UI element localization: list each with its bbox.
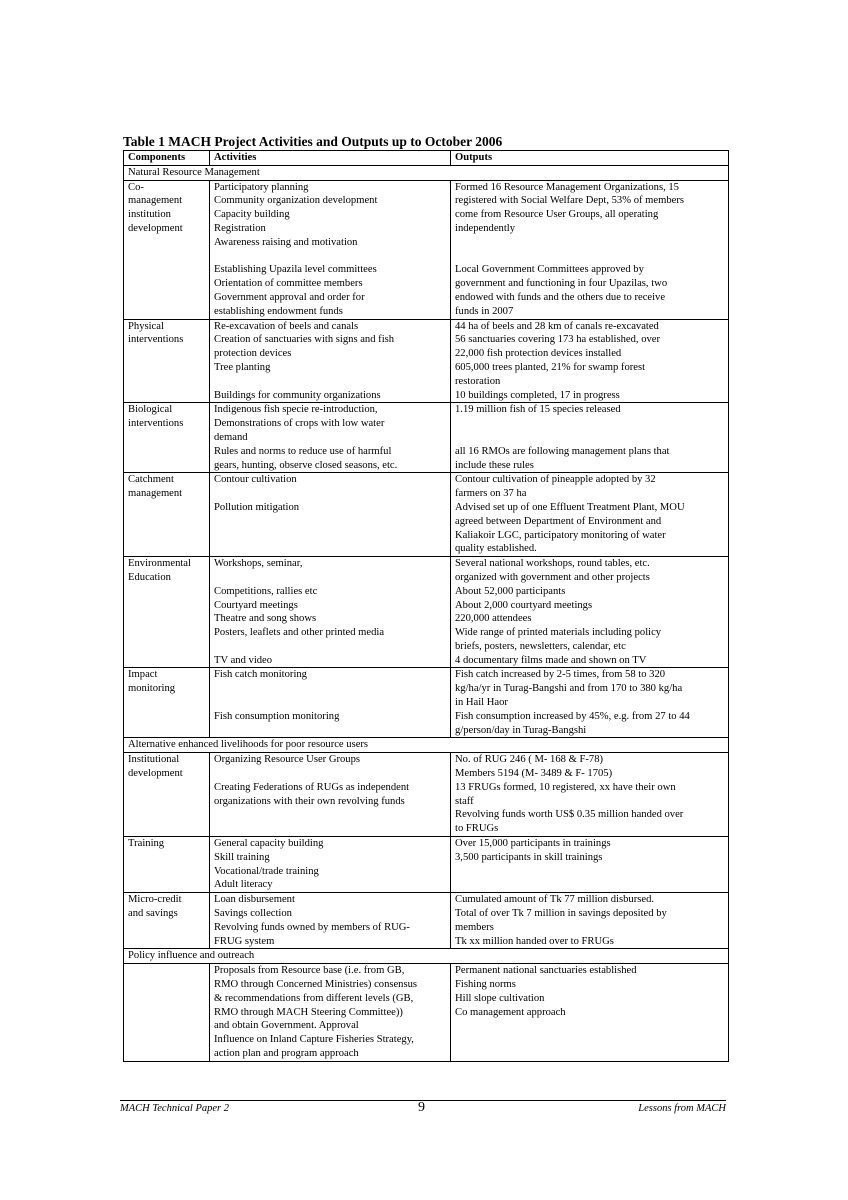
cell-line: Formed 16 Resource Management Organizations, 15 — [455, 181, 679, 193]
cell-line: Savings collection — [214, 908, 292, 920]
cell-line — [214, 487, 446, 501]
cell-line: funds in 2007 — [455, 305, 514, 317]
cell-line: RMO through Concerned Ministries) consensus — [214, 979, 418, 991]
cell-line: & recommendations from different levels (GB, — [214, 992, 414, 1004]
cell-line — [455, 1033, 724, 1047]
cell-line: organizations with their own revolving funds — [214, 795, 405, 807]
cell-line: Proposals from Resource base (i.e. from GB, — [214, 965, 405, 977]
cell-line: Micro-credit — [128, 894, 182, 906]
cell-line: Over 15,000 participants in trainings — [455, 838, 611, 850]
section-title: Policy influence and outreach — [124, 949, 729, 964]
cell-line — [455, 865, 724, 879]
cell-line: FRUG system — [214, 935, 275, 947]
cell-line — [214, 696, 446, 710]
cell-line: establishing endowment funds — [214, 305, 343, 317]
cell-line: 56 sanctuaries covering 173 ha established, over — [455, 334, 661, 346]
cell-line: Total of over Tk 7 million in savings deposited by — [455, 908, 667, 920]
table-row — [124, 180, 729, 319]
cell-line — [214, 542, 446, 556]
header-components: Components — [124, 151, 210, 166]
cell-line: Re-excavation of beels and canals — [214, 320, 359, 332]
cell-line: Tk xx million handed over to FRUGs — [455, 935, 614, 947]
cell-line: 1.19 million fish of 15 species released — [455, 404, 621, 416]
activities-cell — [210, 473, 451, 557]
cell-line: and savings — [128, 908, 178, 920]
cell-line: Organizing Resource User Groups — [214, 754, 361, 766]
cell-line: Cumulated amount of Tk 77 million disbursed. — [455, 894, 655, 906]
outputs-cell — [451, 319, 729, 403]
header-activities: Activities — [210, 151, 451, 166]
cell-line: Training — [128, 838, 165, 850]
cell-line: Skill training — [214, 851, 270, 863]
section-title: Natural Resource Management — [124, 165, 729, 180]
cell-line: Fish catch monitoring — [214, 669, 307, 681]
cell-line: 22,000 fish protection devices installed — [455, 348, 622, 360]
cell-line: Orientation of committee members — [214, 278, 363, 290]
cell-line — [455, 250, 724, 264]
cell-line: 220,000 attendees — [455, 613, 532, 625]
cell-line: gears, hunting, observe closed seasons, etc. — [214, 459, 398, 471]
cell-line: quality established. — [455, 543, 537, 555]
section-row — [124, 738, 729, 753]
cell-line: Vocational/trade training — [214, 865, 319, 877]
cell-line: development — [128, 222, 183, 234]
outputs-cell — [451, 893, 729, 949]
cell-line: Permanent national sanctuaries established — [455, 965, 637, 977]
cell-line: endowed with funds and the others due to receive — [455, 291, 666, 303]
cell-line: Co- — [128, 181, 144, 193]
cell-line — [214, 515, 446, 529]
cell-line: demand — [214, 431, 248, 443]
section-title: Alternative enhanced livelihoods for poor resource users — [124, 738, 729, 753]
activities-outputs-table — [123, 150, 729, 1062]
activities-cell — [210, 180, 451, 319]
cell-line: farmers on 37 ha — [455, 488, 527, 500]
cell-line: Institutional — [128, 754, 180, 766]
table-row — [124, 964, 729, 1062]
cell-line: independently — [455, 222, 516, 234]
cell-line — [455, 1019, 724, 1033]
cell-line: Demonstrations of crops with low water — [214, 418, 385, 430]
cell-line — [455, 878, 724, 892]
activities-cell — [210, 753, 451, 837]
cell-line: Capacity building — [214, 209, 290, 221]
activities-cell — [210, 557, 451, 668]
cell-line: Co management approach — [455, 1006, 566, 1018]
cell-line: institution — [128, 209, 171, 221]
table-row — [124, 319, 729, 403]
cell-line: Tree planting — [214, 361, 271, 373]
table-row — [124, 753, 729, 837]
component-cell — [124, 403, 210, 473]
activities-cell — [210, 837, 451, 893]
cell-line: About 2,000 courtyard meetings — [455, 599, 593, 611]
cell-line: Creating Federations of RUGs as independent — [214, 781, 410, 793]
cell-line: Indigenous fish specie re-introduction, — [214, 404, 378, 416]
cell-line: all 16 RMOs are following management plans that — [455, 445, 670, 457]
cell-line: management — [128, 488, 183, 500]
cell-line: Education — [128, 571, 171, 583]
cell-line — [214, 767, 446, 781]
component-cell — [124, 964, 210, 1062]
cell-line: to FRUGs — [455, 823, 499, 835]
cell-line: Environmental — [128, 558, 191, 570]
cell-line: Registration — [214, 222, 266, 234]
outputs-cell — [451, 180, 729, 319]
table-header-row — [124, 151, 729, 166]
cell-line: restoration — [455, 375, 501, 387]
cell-line — [214, 571, 446, 585]
cell-line: Establishing Upazila level committees — [214, 264, 377, 276]
cell-line: agreed between Department of Environment and — [455, 515, 662, 527]
cell-line: Creation of sanctuaries with signs and fish — [214, 334, 395, 346]
cell-line: Buildings for community organizations — [214, 389, 381, 401]
footer-right: Lessons from MACH — [638, 1103, 726, 1114]
activities-cell — [210, 668, 451, 738]
activities-cell — [210, 893, 451, 949]
cell-line — [214, 808, 446, 822]
cell-line: Workshops, seminar, — [214, 558, 303, 570]
cell-line: interventions — [128, 334, 184, 346]
cell-line: Government approval and order for — [214, 291, 365, 303]
component-cell — [124, 473, 210, 557]
outputs-cell — [451, 403, 729, 473]
cell-line: Fishing norms — [455, 979, 516, 991]
header-outputs: Outputs — [451, 151, 729, 166]
outputs-cell — [451, 473, 729, 557]
cell-line: monitoring — [128, 683, 176, 695]
cell-line — [214, 640, 446, 654]
outputs-cell — [451, 753, 729, 837]
cell-line: Influence on Inland Capture Fisheries Strategy, — [214, 1034, 414, 1046]
activities-cell — [210, 964, 451, 1062]
cell-line: 605,000 trees planted, 21% for swamp forest — [455, 361, 646, 373]
cell-line: Community organization development — [214, 195, 378, 207]
component-cell — [124, 893, 210, 949]
page-number: 9 — [418, 1100, 425, 1115]
cell-line — [214, 250, 446, 264]
section-row — [124, 949, 729, 964]
cell-line: 13 FRUGs formed, 10 registered, xx have their own — [455, 781, 676, 793]
outputs-cell — [451, 837, 729, 893]
cell-line: Theatre and song shows — [214, 613, 317, 625]
component-cell — [124, 837, 210, 893]
cell-line: Several national workshops, round tables, etc. — [455, 558, 650, 570]
table-row — [124, 403, 729, 473]
cell-line: Revolving funds worth US$ 0.35 million handed over — [455, 809, 684, 821]
table-row — [124, 557, 729, 668]
cell-line: staff — [455, 795, 474, 807]
cell-line — [455, 431, 724, 445]
cell-line: General capacity building — [214, 838, 324, 850]
cell-line: Fish consumption increased by 45%, e.g. from 27 to 44 — [455, 710, 690, 722]
cell-line: in Hail Haor — [455, 697, 508, 709]
activities-cell — [210, 319, 451, 403]
cell-line — [455, 1047, 724, 1061]
cell-line — [214, 682, 446, 696]
cell-line — [214, 375, 446, 389]
outputs-cell — [451, 668, 729, 738]
cell-line: Courtyard meetings — [214, 599, 298, 611]
cell-line: Loan disbursement — [214, 894, 295, 906]
component-cell — [124, 668, 210, 738]
cell-line: Participatory planning — [214, 181, 309, 193]
cell-line — [214, 822, 446, 836]
cell-line: About 52,000 participants — [455, 585, 566, 597]
cell-line: kg/ha/yr in Turag-Bangshi and from 170 to 380 kg/ha — [455, 683, 683, 695]
cell-line: development — [128, 768, 183, 780]
cell-line: 44 ha of beels and 28 km of canals re-excavated — [455, 320, 659, 332]
cell-line: Contour cultivation — [214, 474, 297, 486]
table-row — [124, 668, 729, 738]
cell-line: and obtain Government. Approval — [214, 1020, 359, 1032]
cell-line: members — [455, 921, 494, 933]
cell-line: Revolving funds owned by members of RUG- — [214, 921, 410, 933]
cell-line: Physical — [128, 320, 164, 332]
cell-line: Biological — [128, 404, 173, 416]
cell-line: RMO through MACH Steering Committee)) — [214, 1006, 403, 1018]
cell-line: Wide range of printed materials including policy — [455, 627, 662, 639]
table-row — [124, 473, 729, 557]
cell-line — [214, 529, 446, 543]
cell-line: Members 5194 (M- 3489 & F- 1705) — [455, 768, 613, 780]
cell-line: Adult literacy — [214, 879, 273, 891]
cell-line: registered with Social Welfare Dept, 53% of members — [455, 195, 684, 207]
component-cell — [124, 180, 210, 319]
cell-line: Pollution mitigation — [214, 501, 300, 513]
cell-line — [214, 724, 446, 738]
table-body — [124, 165, 729, 1061]
section-row — [124, 165, 729, 180]
component-cell — [124, 319, 210, 403]
cell-line: Fish consumption monitoring — [214, 710, 340, 722]
cell-line: action plan and program approach — [214, 1048, 359, 1059]
cell-line: Rules and norms to reduce use of harmful — [214, 445, 392, 457]
table-caption: Table 1 MACH Project Activities and Outputs up to October 2006 — [123, 134, 503, 149]
cell-line: 3,500 participants in skill trainings — [455, 851, 603, 863]
cell-line: Kaliakoir LGC, participatory monitoring of water — [455, 529, 666, 541]
table-row — [124, 893, 729, 949]
cell-line: organized with government and other projects — [455, 571, 650, 583]
cell-line: include these rules — [455, 459, 534, 471]
cell-line: Advised set up of one Effluent Treatment Plant, MOU — [455, 501, 685, 513]
footer-left: MACH Technical Paper 2 — [120, 1103, 229, 1114]
component-cell — [124, 557, 210, 668]
component-cell — [124, 753, 210, 837]
cell-line: 4 documentary films made and shown on TV — [455, 654, 647, 666]
cell-line: No. of RUG 246 ( M- 168 & F-78) — [455, 754, 604, 766]
cell-line: management — [128, 195, 183, 207]
outputs-cell — [451, 557, 729, 668]
cell-line: Fish catch increased by 2-5 times, from 58 to 320 — [455, 669, 666, 681]
cell-line: Posters, leaflets and other printed media — [214, 627, 385, 639]
cell-line: interventions — [128, 418, 184, 430]
cell-line — [455, 236, 724, 250]
cell-line: Hill slope cultivation — [455, 992, 545, 1004]
cell-line: protection devices — [214, 348, 292, 360]
cell-line: Catchment — [128, 474, 174, 486]
cell-line: Competitions, rallies etc — [214, 585, 318, 597]
cell-line: government and functioning in four Upazilas, two — [455, 278, 668, 290]
cell-line: 10 buildings completed, 17 in progress — [455, 389, 620, 401]
cell-line: Local Government Committees approved by — [455, 264, 644, 276]
cell-line: TV and video — [214, 654, 273, 666]
activities-cell — [210, 403, 451, 473]
cell-line: g/person/day in Turag-Bangshi — [455, 724, 587, 736]
cell-line: briefs, posters, newsletters, calendar, etc — [455, 640, 626, 652]
table-row — [124, 837, 729, 893]
cell-line: Contour cultivation of pineapple adopted by 32 — [455, 474, 656, 486]
outputs-cell — [451, 964, 729, 1062]
cell-line: Impact — [128, 669, 158, 681]
cell-line: Awareness raising and motivation — [214, 236, 358, 248]
cell-line — [455, 417, 724, 431]
cell-line: come from Resource User Groups, all operating — [455, 209, 659, 221]
